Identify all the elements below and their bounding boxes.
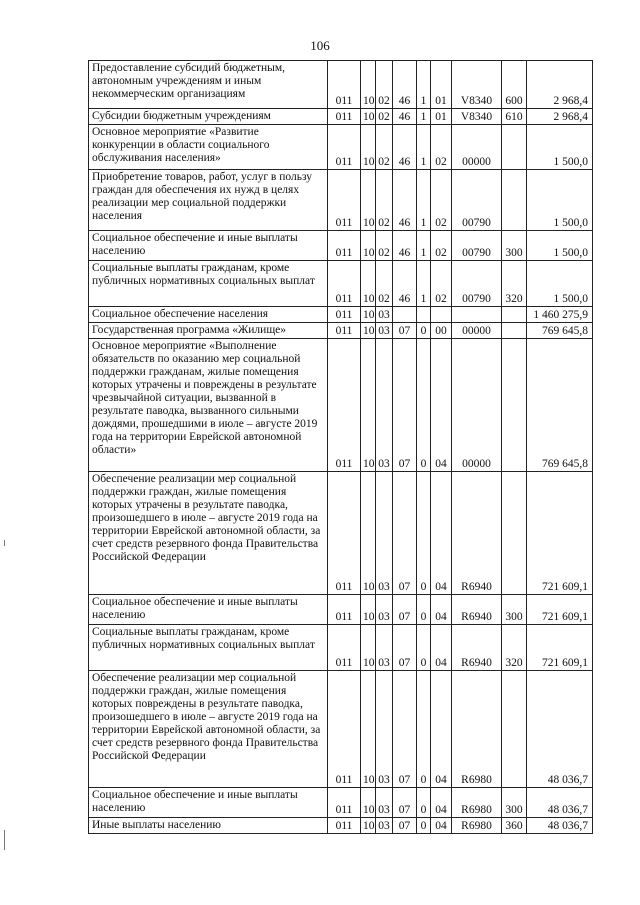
cell-cs-program: 07 [393, 818, 417, 834]
cell-cs-subprogram: 0 [417, 818, 431, 834]
cell-rz: 10 [361, 625, 376, 671]
cell-vr: 320 [502, 261, 527, 307]
cell-cs-subprogram: 0 [417, 323, 431, 339]
cell-rz: 10 [361, 671, 376, 788]
cell-cs-subprogram: 1 [417, 231, 431, 261]
cell-cs-subprogram [417, 307, 431, 323]
cell-ved: 011 [328, 307, 361, 323]
row-name: Государственная программа «Жилище» [89, 323, 328, 339]
table-row [89, 671, 593, 788]
row-name: Основное мероприятие «Выполнение обязательств по оказанию мер социальной поддержки гражданам, жилые помещения которых утрачены и повреждены в результате чрезвычайной ситуации, вызванной в результате паводка, вызванного сильными дождями, прошедшими в июле – августе 2019 года на территории Еврейской автономной области» [89, 339, 328, 472]
cell-cs-event: 04 [431, 595, 452, 625]
budget-table [88, 60, 593, 834]
cell-cs-event: 04 [431, 788, 452, 818]
cell-cs-direction: R6980 [452, 818, 502, 834]
cell-amount: 1 500,0 [527, 261, 593, 307]
scan-margin-mark [4, 540, 5, 546]
cell-cs-event: 02 [431, 261, 452, 307]
cell-amount: 1 500,0 [527, 231, 593, 261]
cell-cs-event [431, 307, 452, 323]
cell-cs-program: 07 [393, 625, 417, 671]
cell-ved: 011 [328, 788, 361, 818]
cell-ved: 011 [328, 595, 361, 625]
cell-cs-subprogram: 0 [417, 595, 431, 625]
cell-rz: 10 [361, 261, 376, 307]
row-name: Социальное обеспечение и иные выплаты населению [89, 595, 328, 625]
row-name: Обеспечение реализации мер социальной поддержки граждан, жилые помещения которых утрачены в результате паводка, произошедшего в июле – августе 2019 года на территории Еврейской автономной области, за счет средств резервного фонда Правительства Российской Федерации [89, 472, 328, 595]
cell-ved: 011 [328, 231, 361, 261]
cell-amount: 1 500,0 [527, 125, 593, 170]
cell-pr: 03 [376, 472, 393, 595]
cell-cs-event: 02 [431, 125, 452, 170]
cell-cs-direction: 00000 [452, 323, 502, 339]
cell-rz: 10 [361, 307, 376, 323]
cell-pr: 03 [376, 307, 393, 323]
cell-amount: 48 036,7 [527, 671, 593, 788]
cell-cs-subprogram: 1 [417, 109, 431, 125]
cell-cs-event: 04 [431, 818, 452, 834]
cell-cs-direction: 00790 [452, 231, 502, 261]
cell-vr [502, 125, 527, 170]
cell-vr: 300 [502, 595, 527, 625]
cell-cs-event: 04 [431, 625, 452, 671]
table-row [89, 261, 593, 307]
cell-pr: 03 [376, 323, 393, 339]
cell-cs-event: 00 [431, 323, 452, 339]
row-name: Социальные выплаты гражданам, кроме публичных нормативных социальных выплат [89, 625, 328, 671]
table-row [89, 125, 593, 170]
cell-cs-direction: R6980 [452, 671, 502, 788]
cell-vr: 360 [502, 818, 527, 834]
cell-cs-program: 46 [393, 231, 417, 261]
cell-vr: 300 [502, 231, 527, 261]
cell-cs-direction: 00000 [452, 125, 502, 170]
cell-rz: 10 [361, 125, 376, 170]
cell-cs-event: 04 [431, 671, 452, 788]
table-row [89, 339, 593, 472]
cell-cs-subprogram: 1 [417, 125, 431, 170]
cell-rz: 10 [361, 595, 376, 625]
cell-cs-program: 07 [393, 671, 417, 788]
page-number: 106 [310, 38, 330, 53]
cell-cs-direction [452, 307, 502, 323]
cell-cs-program: 46 [393, 61, 417, 109]
cell-amount: 2 968,4 [527, 61, 593, 109]
cell-ved: 011 [328, 170, 361, 231]
cell-ved: 011 [328, 109, 361, 125]
cell-cs-subprogram: 1 [417, 170, 431, 231]
cell-amount: 769 645,8 [527, 323, 593, 339]
cell-rz: 10 [361, 472, 376, 595]
cell-amount: 2 968,4 [527, 109, 593, 125]
table-row [89, 595, 593, 625]
table-row [89, 625, 593, 671]
cell-vr: 300 [502, 788, 527, 818]
cell-ved: 011 [328, 818, 361, 834]
cell-cs-event: 02 [431, 170, 452, 231]
cell-cs-direction: R6980 [452, 788, 502, 818]
cell-cs-event: 04 [431, 339, 452, 472]
cell-cs-event: 04 [431, 472, 452, 595]
cell-rz: 10 [361, 339, 376, 472]
cell-cs-direction: R6940 [452, 472, 502, 595]
budget-table-body [89, 61, 593, 834]
cell-cs-direction: R6940 [452, 625, 502, 671]
cell-cs-subprogram: 0 [417, 625, 431, 671]
row-name: Социальное обеспечение и иные выплаты населению [89, 231, 328, 261]
cell-cs-program: 46 [393, 261, 417, 307]
cell-ved: 011 [328, 261, 361, 307]
cell-vr [502, 307, 527, 323]
cell-vr [502, 671, 527, 788]
cell-amount: 769 645,8 [527, 339, 593, 472]
cell-rz: 10 [361, 109, 376, 125]
cell-vr [502, 339, 527, 472]
cell-ved: 011 [328, 671, 361, 788]
cell-pr: 02 [376, 170, 393, 231]
cell-vr: 610 [502, 109, 527, 125]
row-name: Предоставление субсидий бюджетным, автономным учреждениям и иным некоммерческим организациям [89, 61, 328, 109]
cell-rz: 10 [361, 323, 376, 339]
cell-pr: 03 [376, 595, 393, 625]
row-name: Обеспечение реализации мер социальной поддержки граждан, жилые помещения которых повреждены в результате паводка, произошедшего в июле – августе 2019 года на территории Еврейской автономной области, за счет средств резервного фонда Правительства Российской Федерации [89, 671, 328, 788]
cell-cs-program: 46 [393, 125, 417, 170]
cell-cs-subprogram: 0 [417, 472, 431, 595]
cell-cs-direction: 00790 [452, 170, 502, 231]
cell-pr: 02 [376, 109, 393, 125]
cell-amount: 1 460 275,9 [527, 307, 593, 323]
cell-vr: 600 [502, 61, 527, 109]
cell-ved: 011 [328, 323, 361, 339]
cell-amount: 721 609,1 [527, 595, 593, 625]
cell-pr: 02 [376, 231, 393, 261]
cell-cs-event: 01 [431, 109, 452, 125]
cell-cs-program: 46 [393, 109, 417, 125]
cell-cs-subprogram: 0 [417, 788, 431, 818]
table-row [89, 323, 593, 339]
cell-cs-subprogram: 1 [417, 61, 431, 109]
cell-cs-event: 01 [431, 61, 452, 109]
cell-vr [502, 472, 527, 595]
row-name: Приобретение товаров, работ, услуг в пользу граждан для обеспечения их нужд в целях реализации мер социальной поддержки населения [89, 170, 328, 231]
cell-cs-direction: 00790 [452, 261, 502, 307]
cell-pr: 02 [376, 61, 393, 109]
cell-ved: 011 [328, 125, 361, 170]
cell-ved: 011 [328, 472, 361, 595]
table-row [89, 231, 593, 261]
cell-ved: 011 [328, 625, 361, 671]
cell-rz: 10 [361, 231, 376, 261]
cell-rz: 10 [361, 788, 376, 818]
cell-pr: 03 [376, 625, 393, 671]
cell-ved: 011 [328, 339, 361, 472]
cell-cs-program: 07 [393, 472, 417, 595]
cell-cs-subprogram: 0 [417, 671, 431, 788]
table-row [89, 61, 593, 109]
table-row [89, 472, 593, 595]
cell-vr: 320 [502, 625, 527, 671]
cell-rz: 10 [361, 61, 376, 109]
cell-amount: 48 036,7 [527, 788, 593, 818]
cell-pr: 03 [376, 671, 393, 788]
cell-cs-program: 07 [393, 788, 417, 818]
cell-cs-subprogram: 1 [417, 261, 431, 307]
row-name: Иные выплаты населению [89, 818, 328, 834]
cell-cs-program: 07 [393, 595, 417, 625]
cell-cs-direction: R6940 [452, 595, 502, 625]
table-row [89, 788, 593, 818]
cell-pr: 03 [376, 339, 393, 472]
cell-pr: 02 [376, 125, 393, 170]
cell-cs-program [393, 307, 417, 323]
cell-amount: 1 500,0 [527, 170, 593, 231]
cell-pr: 03 [376, 788, 393, 818]
cell-cs-direction: V8340 [452, 109, 502, 125]
row-name: Субсидии бюджетным учреждениям [89, 109, 328, 125]
row-name: Социальное обеспечение и иные выплаты населению [89, 788, 328, 818]
cell-cs-direction: V8340 [452, 61, 502, 109]
row-name: Основное мероприятие «Развитие конкуренции в области социального обслуживания населения» [89, 125, 328, 170]
cell-rz: 10 [361, 818, 376, 834]
table-row [89, 170, 593, 231]
row-name: Социальные выплаты гражданам, кроме публичных нормативных социальных выплат [89, 261, 328, 307]
cell-rz: 10 [361, 170, 376, 231]
cell-vr [502, 170, 527, 231]
cell-cs-event: 02 [431, 231, 452, 261]
cell-amount: 48 036,7 [527, 818, 593, 834]
cell-cs-program: 07 [393, 339, 417, 472]
cell-amount: 721 609,1 [527, 625, 593, 671]
table-row [89, 307, 593, 323]
cell-pr: 03 [376, 818, 393, 834]
cell-vr [502, 323, 527, 339]
cell-ved: 011 [328, 61, 361, 109]
cell-cs-subprogram: 0 [417, 339, 431, 472]
cell-cs-program: 46 [393, 170, 417, 231]
cell-cs-direction: 00000 [452, 339, 502, 472]
cell-amount: 721 609,1 [527, 472, 593, 595]
table-row [89, 109, 593, 125]
cell-pr: 02 [376, 261, 393, 307]
scan-margin-mark [4, 830, 5, 850]
cell-cs-program: 07 [393, 323, 417, 339]
table-row [89, 818, 593, 834]
row-name: Социальное обеспечение населения [89, 307, 328, 323]
